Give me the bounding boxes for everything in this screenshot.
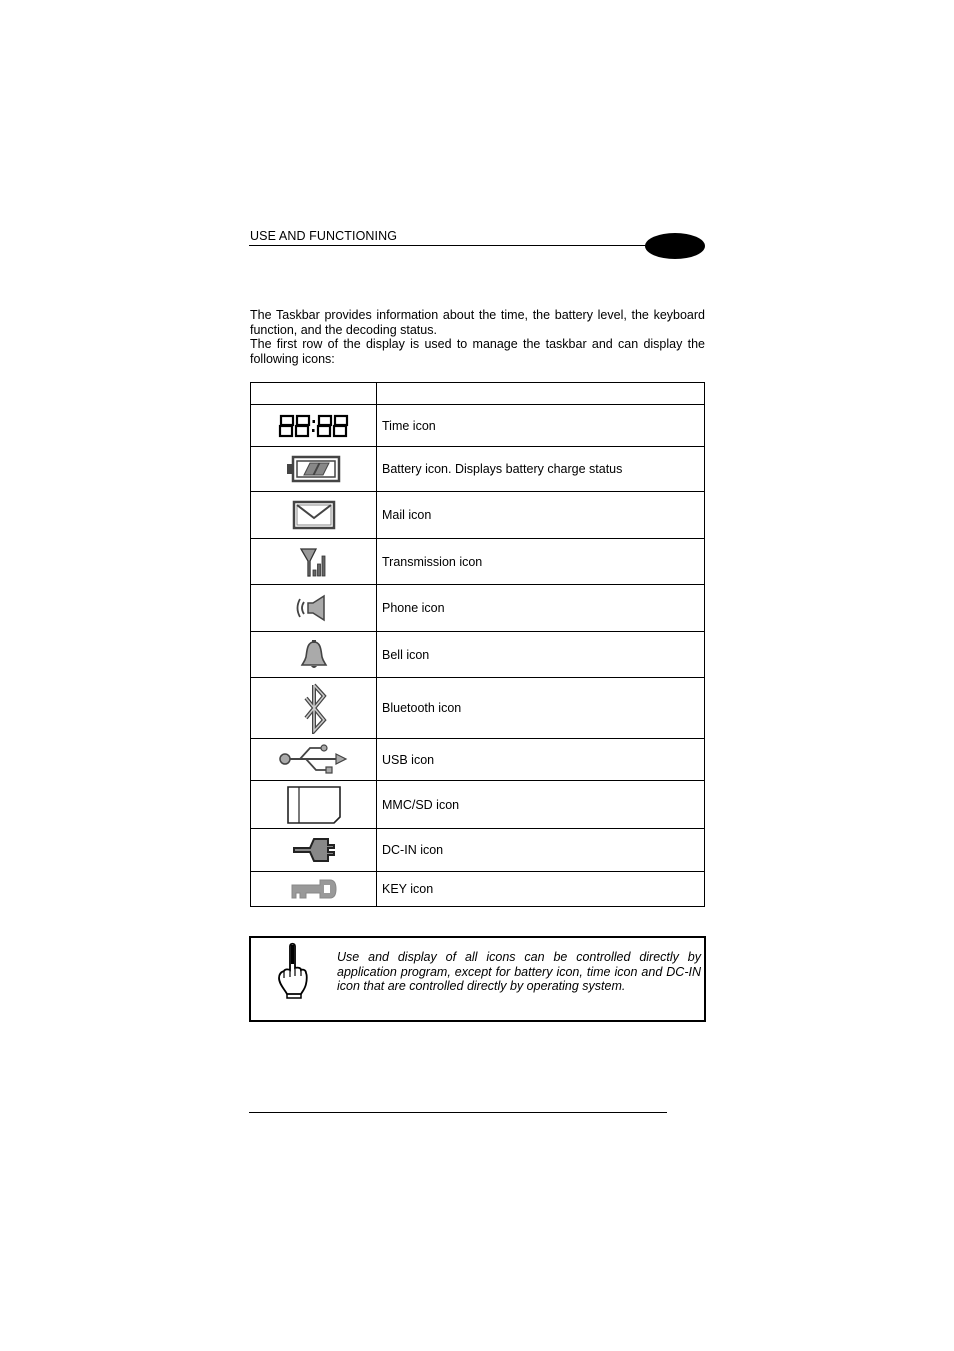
table-row <box>251 585 705 632</box>
icon-cell <box>251 632 377 678</box>
icon-label: Bell icon <box>377 632 705 678</box>
icon-label: MMC/SD icon <box>377 781 705 829</box>
header-divider <box>249 245 649 246</box>
icon-label: USB icon <box>377 739 705 781</box>
icon-label: Bluetooth icon <box>377 678 705 739</box>
icon-cell <box>251 829 377 872</box>
sd-card-icon <box>251 785 376 825</box>
table-header-cell <box>251 383 377 405</box>
chapter-tab <box>645 233 705 259</box>
icon-cell <box>251 405 377 447</box>
icon-label: Mail icon <box>377 492 705 539</box>
mail-icon <box>251 500 376 530</box>
icon-cell <box>251 539 377 585</box>
usb-icon <box>251 743 376 777</box>
icon-cell <box>251 781 377 829</box>
footer-divider <box>249 1112 667 1113</box>
icon-label: Time icon <box>377 405 705 447</box>
table-row <box>251 405 705 447</box>
intro-text <box>250 308 705 366</box>
battery-icon <box>251 455 376 483</box>
intro-paragraph-1: The Taskbar provides information about the time, the battery level, the keyboard function, and the decoding status. <box>250 308 705 337</box>
icon-cell <box>251 585 377 632</box>
table-header-cell <box>377 383 705 405</box>
icon-cell <box>251 739 377 781</box>
pointing-hand-icon <box>275 942 309 1005</box>
section-title: USE AND FUNCTIONING <box>250 229 398 243</box>
icon-label: Transmission icon <box>377 539 705 585</box>
table-row <box>251 678 705 739</box>
icon-label: Phone icon <box>377 585 705 632</box>
icon-cell <box>251 492 377 539</box>
icon-cell <box>251 872 377 907</box>
key-icon <box>251 877 376 901</box>
icon-label: Battery icon. Displays battery charge status <box>377 447 705 492</box>
taskbar-icon-table <box>250 382 705 907</box>
note-box <box>249 936 706 1022</box>
intro-paragraph-2: The first row of the display is used to manage the taskbar and can display the following icons: <box>250 337 705 366</box>
bluetooth-icon <box>251 682 376 734</box>
icon-label: DC-IN icon <box>377 829 705 872</box>
table-row <box>251 539 705 585</box>
time-icon <box>251 413 376 439</box>
phone-icon <box>251 593 376 623</box>
table-row <box>251 829 705 872</box>
table-row <box>251 447 705 492</box>
table-row <box>251 632 705 678</box>
table-row <box>251 492 705 539</box>
note-text: Use and display of all icons can be controlled directly by application program, except for battery icon, time icon and DC-IN icon that are controlled directly by operating system. <box>337 950 701 994</box>
table-row <box>251 739 705 781</box>
bell-icon <box>251 639 376 671</box>
table-header-row <box>251 383 705 405</box>
icon-cell <box>251 447 377 492</box>
icon-label: KEY icon <box>377 872 705 907</box>
icon-cell <box>251 678 377 739</box>
transmission-icon <box>251 546 376 578</box>
table-row <box>251 872 705 907</box>
dc-in-icon <box>251 836 376 864</box>
table-row <box>251 781 705 829</box>
